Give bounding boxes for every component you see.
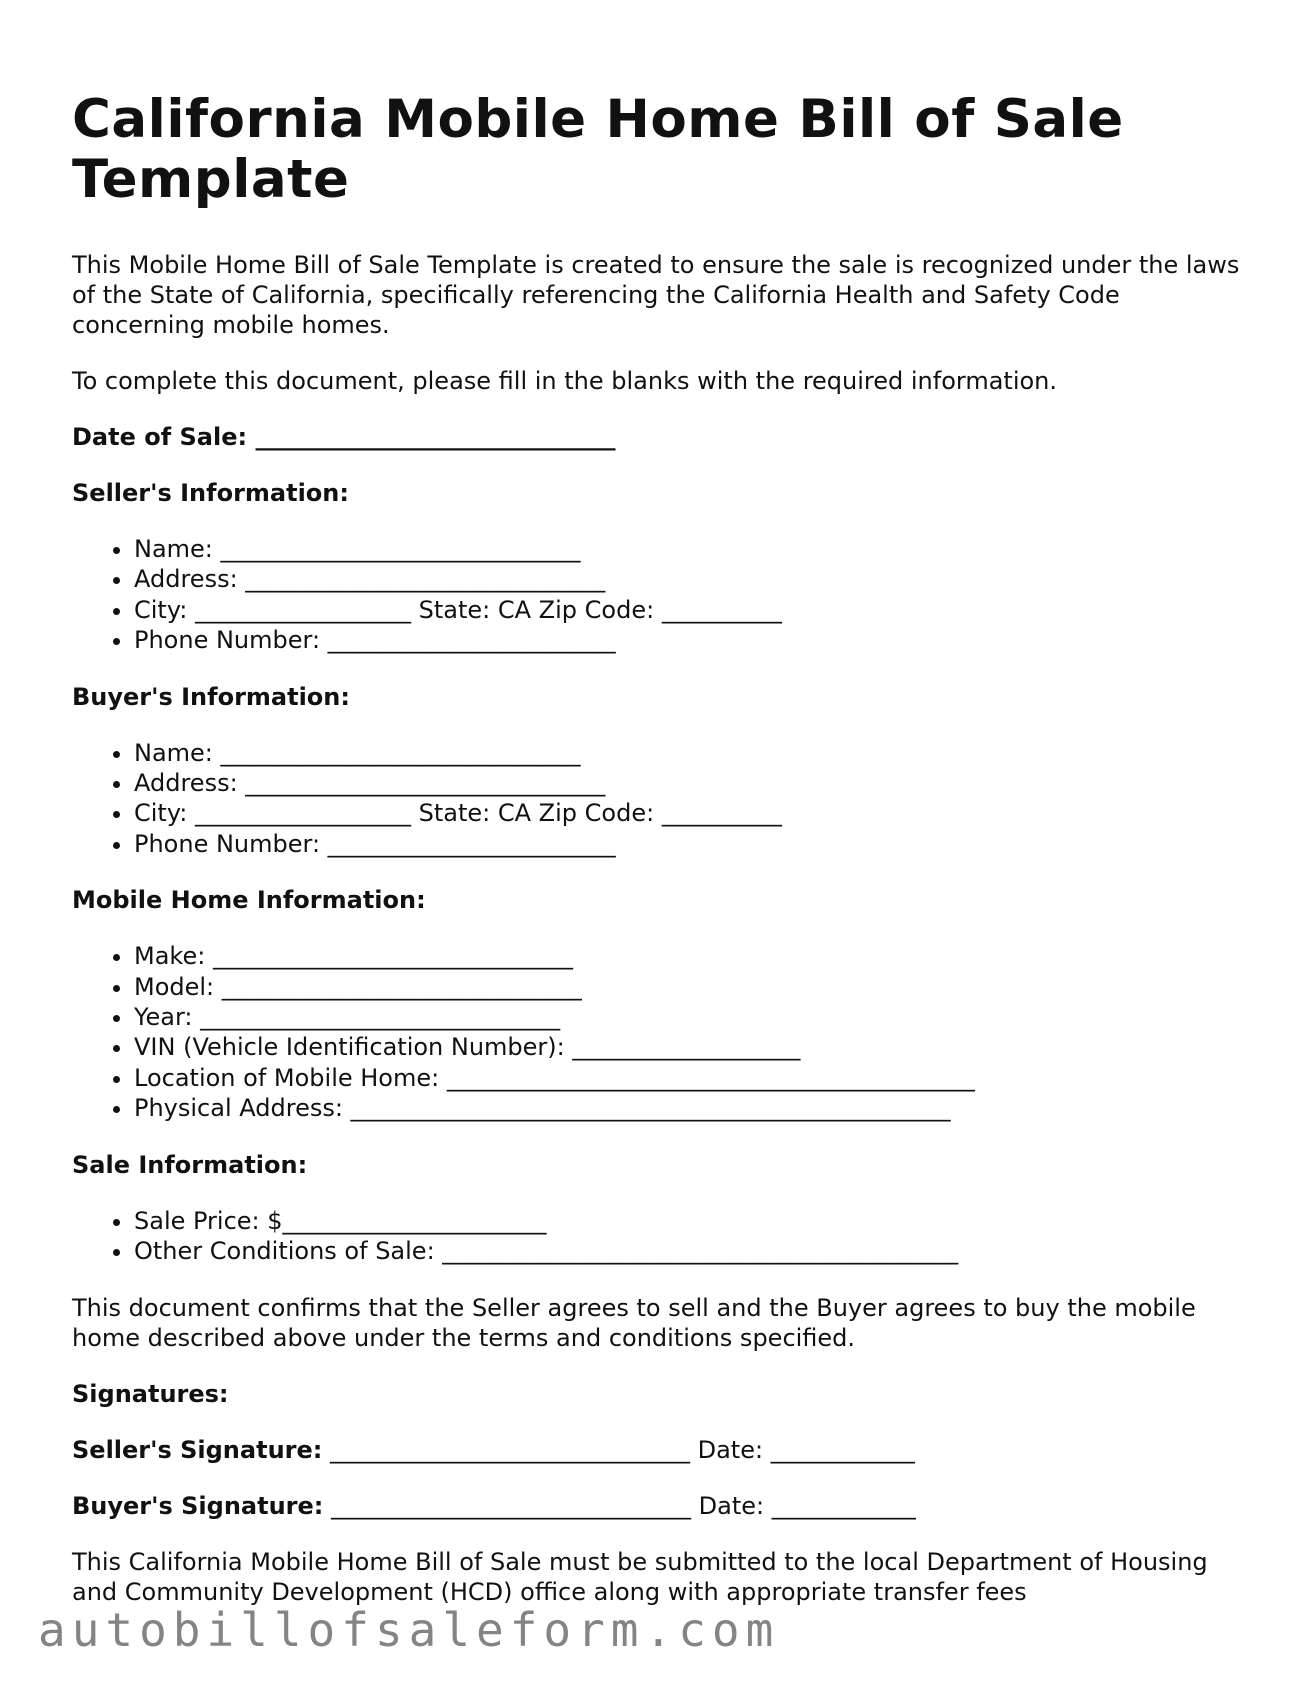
- seller-heading: Seller's Information:: [72, 479, 349, 507]
- intro-paragraph: This Mobile Home Bill of Sale Template is created to ensure the sale is recognized under the laws of the State of California, specifically referencing the California Health and Safety Code concerning mobile homes.: [72, 251, 1240, 339]
- buyer-phone-line: • Phone Number: ________________________: [134, 829, 1242, 859]
- buyer-heading: Buyer's Information:: [72, 682, 350, 711]
- mobile-home-info-list: [72, 941, 1242, 1123]
- seller-city-line: • City: __________________ State: CA Zip Code: __________: [134, 595, 1242, 625]
- closing-paragraph: This California Mobile Home Bill of Sale must be submitted to the local Department of Housing and Community Development (HCD) office along with appropriate transfer fees: [72, 1547, 1208, 1606]
- seller-address-line: • Address: ______________________________: [134, 564, 1242, 594]
- seller-name-line: • Name: ______________________________: [134, 534, 1242, 564]
- buyer-signature-blank: ______________________________ Date: ____________: [323, 1491, 916, 1520]
- year-line: • Year: ______________________________: [134, 1002, 1242, 1032]
- location-line: • Location of Mobile Home: ____________________________________________: [134, 1063, 1242, 1093]
- document-page: [72, 90, 1242, 1607]
- buyer-info-list: [72, 738, 1242, 860]
- seller-signature-label: Seller's Signature:: [72, 1435, 323, 1464]
- signatures-heading: Signatures:: [72, 1379, 229, 1408]
- mobile-home-heading: Mobile Home Information:: [72, 886, 426, 915]
- vin-line: • VIN (Vehicle Identification Number): ___________________: [134, 1032, 1242, 1062]
- date-of-sale-blank: ______________________________: [255, 423, 616, 451]
- seller-info-list: [72, 534, 1242, 656]
- page-title: California Mobile Home Bill of Sale Template: [72, 89, 1124, 210]
- make-line: • Make: ______________________________: [134, 941, 1242, 971]
- sale-heading: Sale Information:: [72, 1150, 308, 1179]
- other-conditions-line: • Other Conditions of Sale: ___________________________________________: [134, 1236, 1242, 1266]
- site-watermark: autobillofsaleform.com: [38, 1603, 780, 1657]
- confirmation-paragraph: This document confirms that the Seller agrees to sell and the Buyer agrees to buy the mobile home described above under the terms and conditions specified.: [72, 1293, 1196, 1352]
- sale-info-list: [72, 1206, 1242, 1267]
- seller-phone-line: • Phone Number: ________________________: [134, 625, 1242, 655]
- sale-price-line: • Sale Price: $______________________: [134, 1206, 1242, 1236]
- date-of-sale-line: [72, 422, 1242, 452]
- buyer-name-line: • Name: ______________________________: [134, 738, 1242, 768]
- buyer-address-line: • Address: ______________________________: [134, 768, 1242, 798]
- date-of-sale-label: Date of Sale:: [72, 423, 248, 451]
- seller-signature-blank: ______________________________ Date: ____________: [322, 1435, 915, 1464]
- physical-address-line: • Physical Address: __________________________________________________: [134, 1093, 1242, 1123]
- buyer-city-line: • City: __________________ State: CA Zip Code: __________: [134, 798, 1242, 828]
- model-line: • Model: ______________________________: [134, 972, 1242, 1002]
- seller-signature-line: [72, 1435, 1242, 1465]
- buyer-signature-line: [72, 1491, 1242, 1521]
- buyer-signature-label: Buyer's Signature:: [72, 1491, 324, 1520]
- instruction-paragraph: To complete this document, please fill in the blanks with the required information.: [72, 367, 1058, 395]
